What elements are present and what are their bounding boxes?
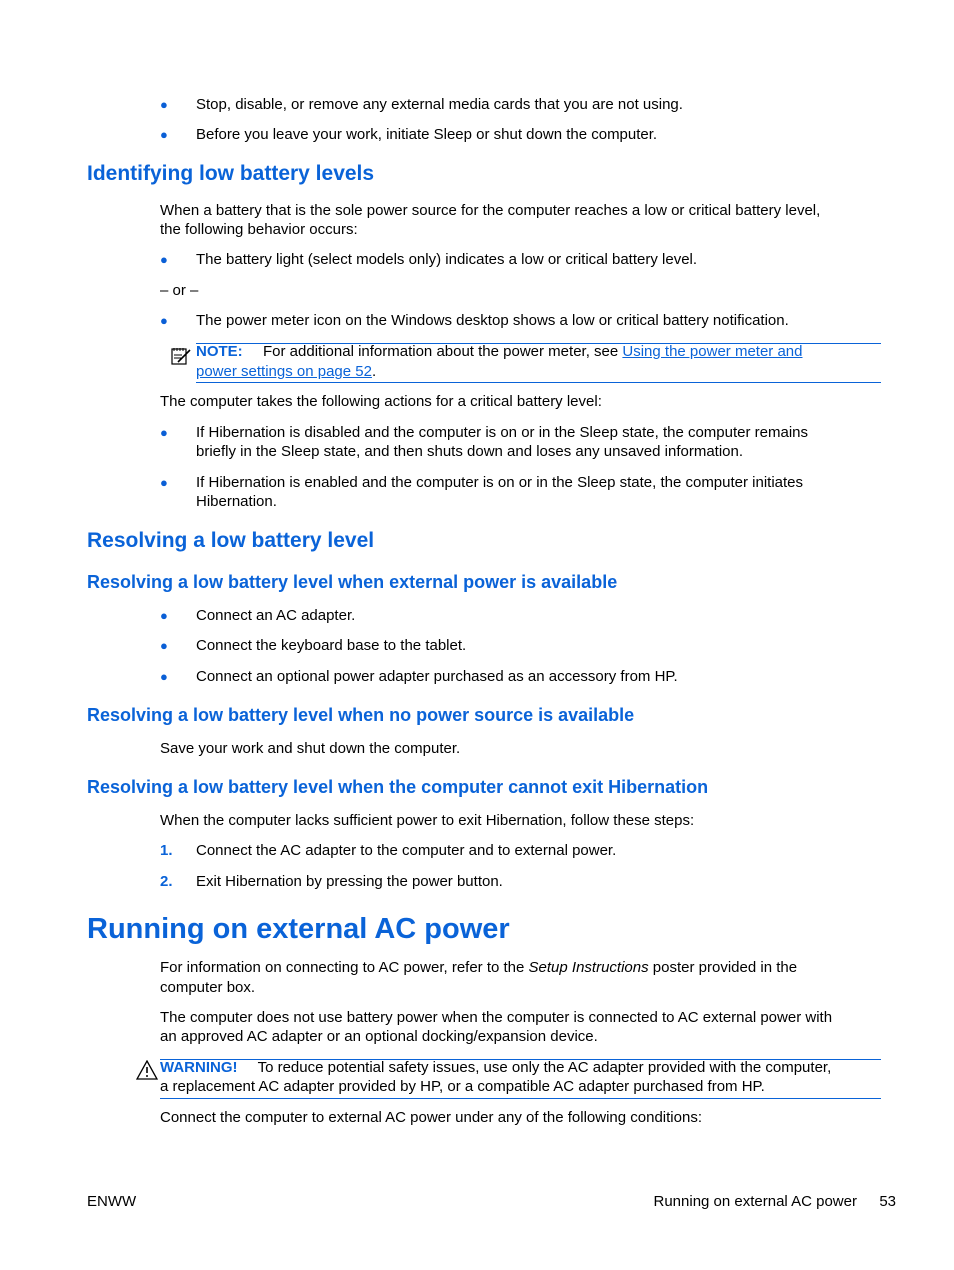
page-number: 53 xyxy=(879,1193,896,1210)
footer-right xyxy=(654,1192,897,1211)
list-item: Stop, disable, or remove any external media cards that you are not using. xyxy=(196,96,683,113)
list-item: Connect an AC adapter. xyxy=(196,607,356,624)
paragraph-line: When a battery that is the sole power source for the computer reaches a low or critical battery level, xyxy=(160,202,821,219)
footer-title: Running on external AC power xyxy=(653,1193,857,1210)
text-run: For information on connecting to AC power, refer to the xyxy=(160,959,525,976)
paragraph-line xyxy=(160,958,797,977)
warning-bottom-rule xyxy=(160,1098,881,1099)
list-item: Connect the keyboard base to the tablet. xyxy=(196,637,467,654)
note-line xyxy=(196,342,881,361)
or-separator: – or – xyxy=(160,282,199,299)
paragraph: The computer takes the following actions for a critical battery level: xyxy=(160,393,602,410)
note-text: For additional information about the power meter, see xyxy=(263,343,619,360)
bullet-icon: ● xyxy=(160,313,168,328)
paragraph: When the computer lacks sufficient power to exit Hibernation, follow these steps: xyxy=(160,812,695,829)
step-number: 1. xyxy=(160,842,173,859)
section-heading: Resolving a low battery level xyxy=(87,529,375,552)
bullet-icon: ● xyxy=(160,608,168,623)
bullet-icon: ● xyxy=(160,425,168,440)
paragraph-line: The computer does not use battery power when the computer is connected to AC external power with xyxy=(160,1009,833,1026)
paragraph-line: an approved AC adapter or an optional docking/expansion device. xyxy=(160,1028,598,1045)
paragraph: Save your work and shut down the computer. xyxy=(160,740,461,757)
bullet-icon: ● xyxy=(160,475,168,490)
step-text: Connect the AC adapter to the computer and to external power. xyxy=(196,842,617,859)
bullet-icon: ● xyxy=(160,252,168,267)
bullet-icon: ● xyxy=(160,97,168,112)
note-line xyxy=(196,362,376,381)
subsection-heading: Resolving a low battery level when the computer cannot exit Hibernation xyxy=(87,777,709,797)
note-bottom-rule xyxy=(196,382,881,383)
subsection-heading: Resolving a low battery level when no power source is available xyxy=(87,705,635,725)
paragraph: Connect the computer to external AC power under any of the following conditions: xyxy=(160,1109,702,1126)
paragraph-line: computer box. xyxy=(160,979,256,996)
list-item-line: If Hibernation is enabled and the computer is on or in the Sleep state, the computer initiates xyxy=(196,474,804,491)
note-icon xyxy=(170,345,192,367)
warning-icon xyxy=(136,1060,158,1080)
list-item: Connect an optional power adapter purchased as an accessory from HP. xyxy=(196,668,678,685)
bullet-icon: ● xyxy=(160,638,168,653)
list-item-line: If Hibernation is disabled and the computer is on or in the Sleep state, the computer remains xyxy=(196,424,809,441)
text-run: poster provided in the xyxy=(652,959,798,976)
note-label: NOTE: xyxy=(196,343,243,360)
list-item: The power meter icon on the Windows desktop shows a low or critical battery notification. xyxy=(196,312,789,329)
chapter-heading: Running on external AC power xyxy=(87,913,510,945)
warning-label: WARNING! xyxy=(160,1059,238,1076)
note-period: . xyxy=(371,363,377,380)
emphasis-text: Setup Instructions xyxy=(528,959,649,976)
list-item: Before you leave your work, initiate Sleep or shut down the computer. xyxy=(196,126,658,143)
warning-line xyxy=(160,1058,881,1077)
step-text: Exit Hibernation by pressing the power button. xyxy=(196,873,503,890)
warning-line: a replacement AC adapter provided by HP, or a compatible AC adapter purchased from HP. xyxy=(160,1078,765,1095)
section-heading: Identifying low battery levels xyxy=(87,162,375,185)
paragraph-line: the following behavior occurs: xyxy=(160,221,358,238)
footer-left: ENWW xyxy=(87,1193,137,1210)
step-number: 2. xyxy=(160,873,173,890)
list-item-line: Hibernation. xyxy=(196,493,277,510)
list-item-line: briefly in the Sleep state, and then shuts down and loses any unsaved information. xyxy=(196,443,744,460)
bullet-icon: ● xyxy=(160,127,168,142)
list-item: The battery light (select models only) indicates a low or critical battery level. xyxy=(196,251,698,268)
bullet-icon: ● xyxy=(160,669,168,684)
warning-text: To reduce potential safety issues, use only the AC adapter provided with the computer, xyxy=(257,1059,832,1076)
subsection-heading: Resolving a low battery level when external power is available xyxy=(87,572,618,592)
note-link[interactable]: power settings on page 52 xyxy=(196,363,372,380)
note-link[interactable]: Using the power meter and xyxy=(622,343,803,360)
